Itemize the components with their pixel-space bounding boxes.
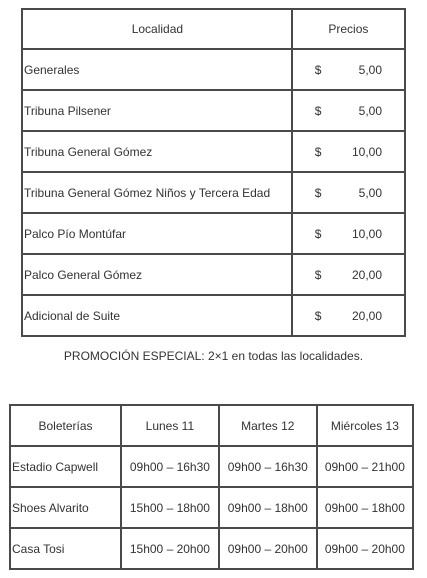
price-cell <box>292 131 405 172</box>
price-amount: 20,00 <box>351 267 382 282</box>
currency-symbol: $ <box>314 144 322 159</box>
locality-cell: Palco General Gómez <box>22 254 292 295</box>
prices-table <box>21 8 406 337</box>
day-header-tuesday: Martes 12 <box>219 405 317 446</box>
locality-cell: Tribuna General Gómez Niños y Tercera Edad <box>22 172 292 213</box>
currency-symbol: $ <box>314 62 322 77</box>
currency-symbol: $ <box>314 226 322 241</box>
prices-header-row <box>22 9 405 49</box>
schedule-time-cell: 09h00 – 16h30 <box>121 446 219 487</box>
ticket-office-header: Boleterías <box>10 405 121 446</box>
currency-symbol: $ <box>314 267 322 282</box>
ticket-office-cell: Estadio Capwell <box>10 446 121 487</box>
day-header-wednesday: Miércoles 13 <box>317 405 413 446</box>
schedule-time-cell: 09h00 – 20h00 <box>219 528 317 569</box>
locality-cell: Tribuna Pilsener <box>22 90 292 131</box>
locality-cell: Adicional de Suite <box>22 295 292 336</box>
price-amount: 10,00 <box>351 144 382 159</box>
schedule-time-cell: 15h00 – 18h00 <box>121 487 219 528</box>
schedule-row <box>10 487 413 528</box>
price-row <box>22 213 405 254</box>
price-amount: 5,00 <box>358 185 382 200</box>
promo-text: PROMOCIÓN ESPECIAL: 2×1 en todas las localidades. <box>63 349 364 363</box>
price-cell <box>292 254 405 295</box>
price-row <box>22 254 405 295</box>
price-cell <box>292 172 405 213</box>
price-cell <box>292 90 405 131</box>
price-cell <box>292 49 405 90</box>
price-amount: 5,00 <box>358 103 382 118</box>
locality-cell: Tribuna General Gómez <box>22 131 292 172</box>
schedule-time-cell: 09h00 – 20h00 <box>317 528 413 569</box>
price-amount: 5,00 <box>358 62 382 77</box>
price-cell <box>292 295 405 336</box>
prices-header: Precios <box>292 9 405 49</box>
day-header-monday: Lunes 11 <box>121 405 219 446</box>
currency-symbol: $ <box>314 308 322 323</box>
locality-cell: Palco Pío Montúfar <box>22 213 292 254</box>
currency-symbol: $ <box>314 103 322 118</box>
locality-header: Localidad <box>22 9 292 49</box>
price-amount: 10,00 <box>351 226 382 241</box>
price-amount: 20,00 <box>351 308 382 323</box>
schedule-time-cell: 09h00 – 16h30 <box>219 446 317 487</box>
locality-cell: Generales <box>22 49 292 90</box>
schedule-time-cell: 09h00 – 18h00 <box>317 487 413 528</box>
price-cell <box>292 213 405 254</box>
currency-symbol: $ <box>314 185 322 200</box>
schedule-time-cell: 09h00 – 18h00 <box>219 487 317 528</box>
price-row <box>22 131 405 172</box>
schedule-table <box>9 404 414 570</box>
price-row <box>22 172 405 213</box>
price-row <box>22 49 405 90</box>
ticket-office-cell: Shoes Alvarito <box>10 487 121 528</box>
price-row <box>22 295 405 336</box>
schedule-time-cell: 09h00 – 21h00 <box>317 446 413 487</box>
ticket-office-cell: Casa Tosi <box>10 528 121 569</box>
schedule-header-row <box>10 405 413 446</box>
price-row <box>22 90 405 131</box>
schedule-row <box>10 528 413 569</box>
schedule-time-cell: 15h00 – 20h00 <box>121 528 219 569</box>
schedule-row <box>10 446 413 487</box>
